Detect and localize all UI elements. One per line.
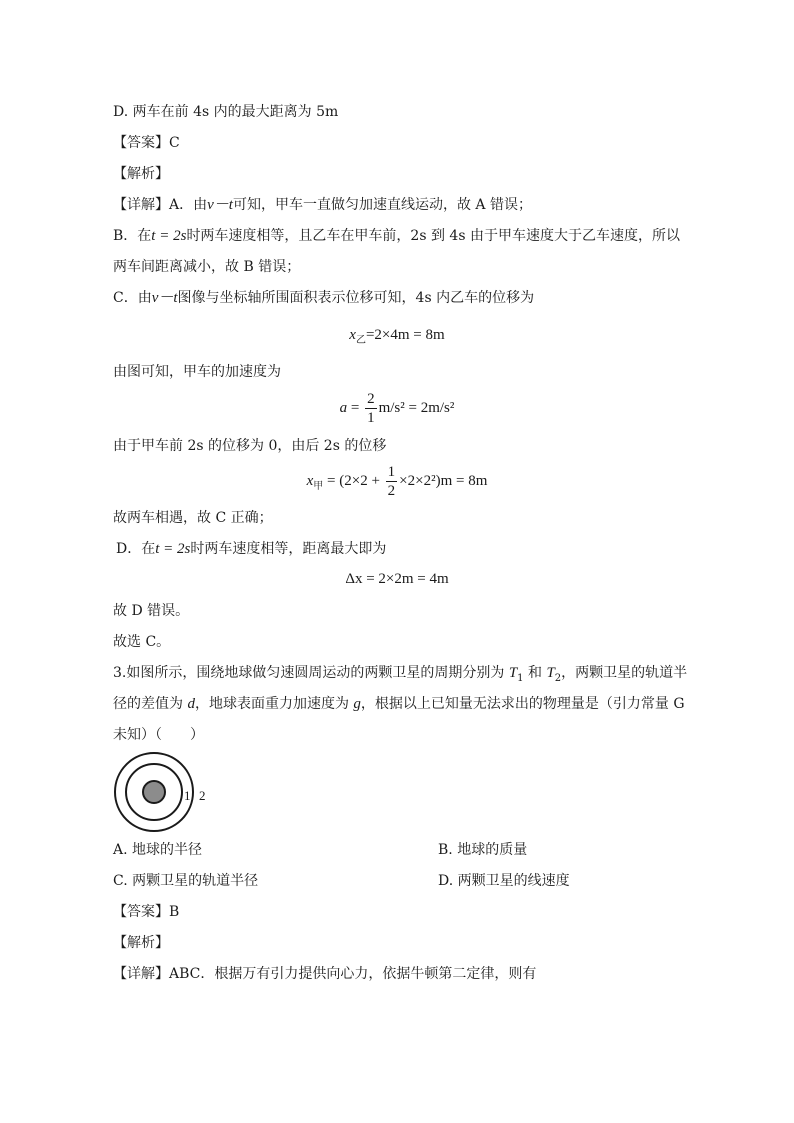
orbit-diagram — [108, 752, 218, 838]
equation-max-distance: Δx = 2×2m = 4m — [345, 571, 449, 587]
q2-option-d: D. 两车在前 4s 内的最大距离为 5m — [113, 104, 339, 120]
q3-answer: 【答案】B — [113, 904, 180, 920]
vt-symbol: v－t — [207, 197, 233, 213]
q3-option-b: B. 地球的质量 — [438, 842, 528, 858]
vt-symbol: v－t — [151, 290, 178, 306]
equation-displacement-yi: $x_乙=2\times 4m = 8m$ — [349, 327, 445, 346]
q2-detail-b-line1: B．在t = 2s时两车速度相等，且乙车在甲车前，2s 到 4s 由于甲车速度大于乙车速度，所以 — [113, 228, 680, 244]
q2-detail-b-line2: 两车间距离减小，故 B 错误； — [113, 259, 301, 275]
q2-detail-c: C．由v－t图像与坐标轴所围面积表示位移可知，4s 内乙车的位移为 — [113, 290, 535, 306]
fraction: $\frac{2}{1}$ — [367, 391, 375, 427]
equation-displacement-jia: $x_甲 = (2\times 2$ + $\frac{1}{2}$ ×2×2²)m = 8m — [306, 464, 488, 500]
q2-choose: 故选 C。 — [113, 634, 171, 650]
q2-d-wrong: 故 D 错误。 — [113, 603, 190, 619]
orbit-label-2: 2 — [199, 788, 206, 803]
q3-stem-line1: 3.如图所示，围绕地球做匀速圆周运动的两颗卫星的周期分别为 $T_1$ 和 $T_2$，两颗卫星的轨道半 — [113, 665, 688, 684]
orbit-label-1: 1 — [184, 788, 191, 803]
q3-option-c: C. 两颗卫星的轨道半径 — [113, 873, 259, 889]
q3-option-d: D. 两颗卫星的线速度 — [438, 873, 570, 889]
q2-detail-a: 【详解】A．由v－t可知，甲车一直做匀加速直线运动，故 A 错误； — [113, 197, 532, 213]
q3-stem-line3: 未知）（ ） — [113, 727, 204, 743]
q2-accel-text: 由图可知，甲车的加速度为 — [113, 364, 281, 380]
q3-option-a: A. 地球的半径 — [113, 842, 203, 858]
equation-acceleration: a = $\frac{2}{1}$ m/s² = 2m/s² — [339, 391, 455, 427]
q2-disp-text: 由于甲车前 2s 的位移为 0，由后 2s 的位移 — [113, 438, 387, 454]
q2-detail-d: D．在t = 2s时两车速度相等，距离最大即为 — [116, 541, 387, 557]
q3-analysis-heading: 【解析】 — [113, 935, 169, 951]
q2-analysis-heading: 【解析】 — [113, 166, 169, 182]
fraction: $\frac{1}{2}$ — [387, 464, 396, 500]
q3-detail: 【详解】ABC．根据万有引力提供向心力，依据牛顿第二定律，则有 — [113, 966, 537, 982]
earth-circle — [143, 781, 165, 803]
q2-answer: 【答案】C — [113, 135, 180, 151]
q3-stem-line2: 径的差值为 d，地球表面重力加速度为 g，根据以上已知量无法求出的物理量是（引力常量 G — [113, 696, 685, 712]
q2-meet-conclusion: 故两车相遇，故 C 正确； — [113, 510, 273, 526]
